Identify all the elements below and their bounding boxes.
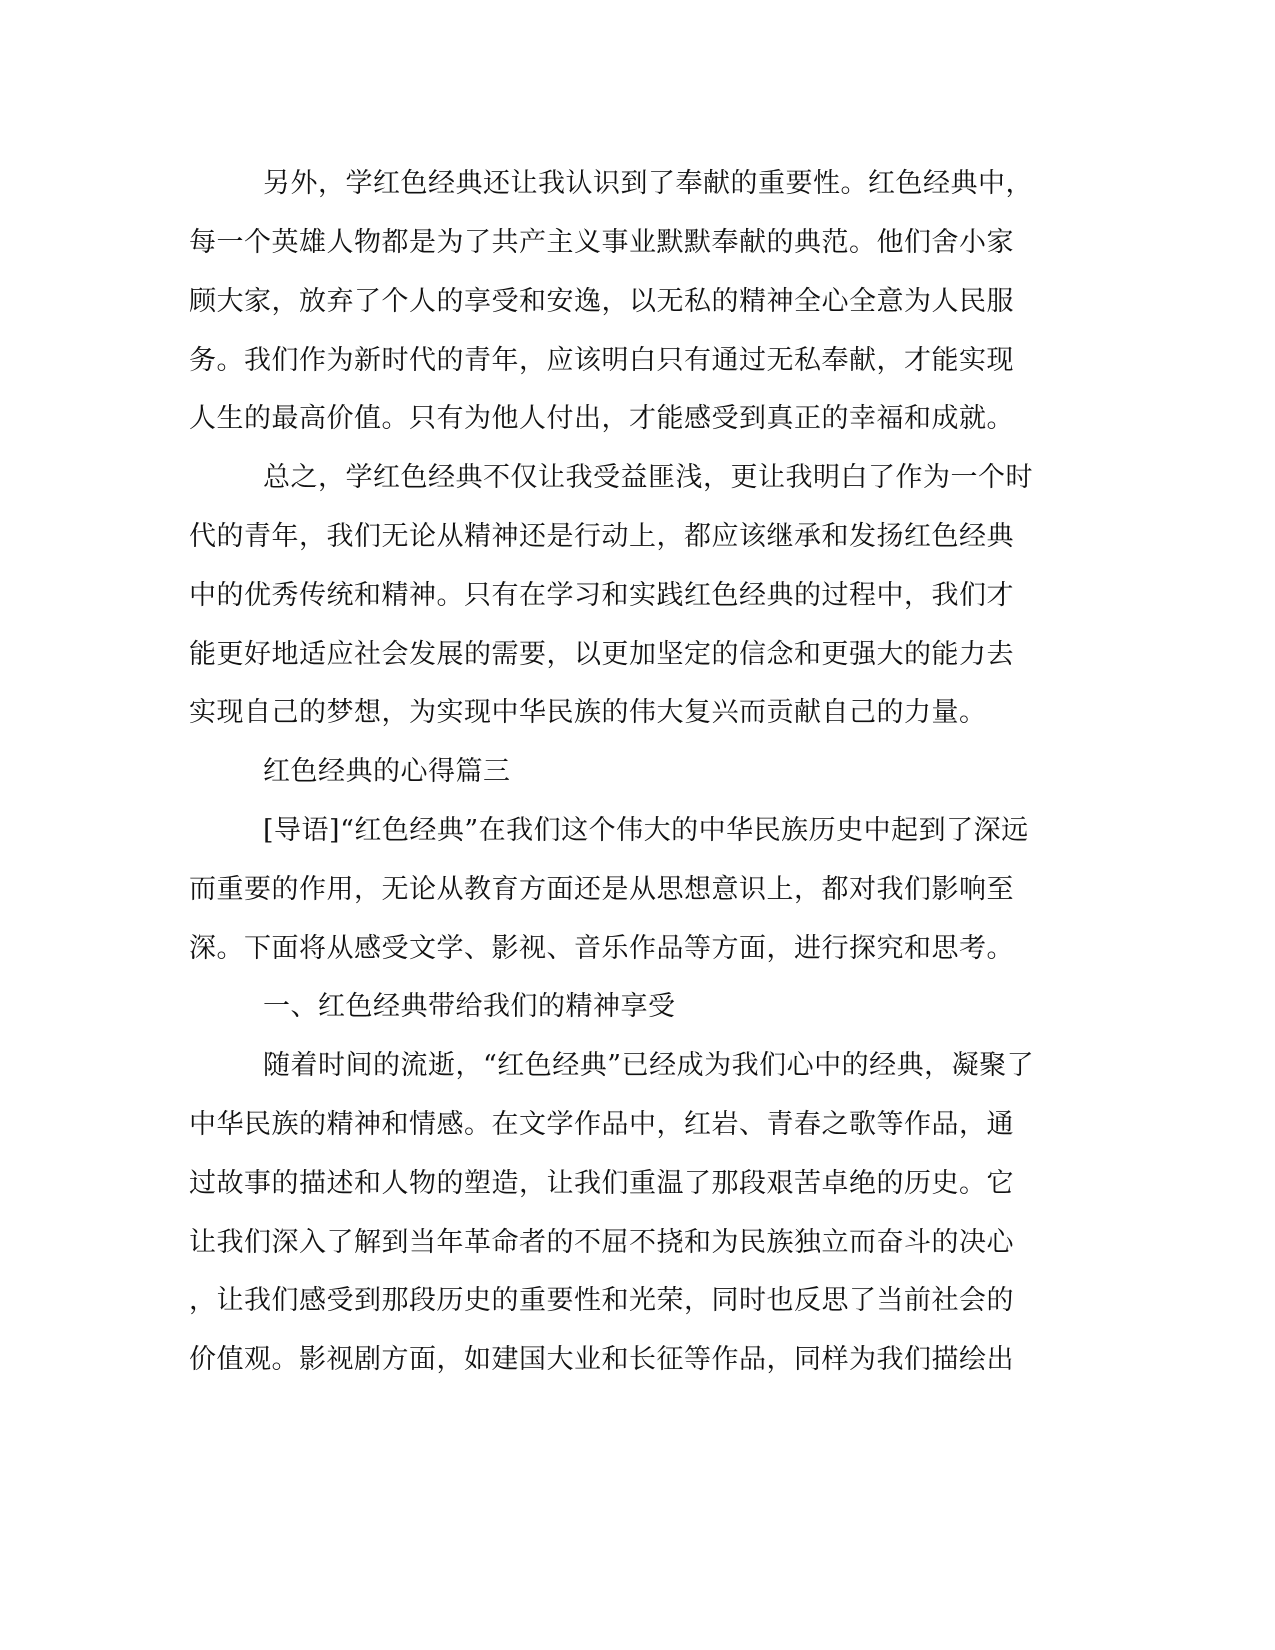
paragraph-line: ，让我们感受到那段历史的重要性和光荣，同时也反思了当前社会的 — [189, 1285, 1014, 1316]
paragraph-line: 而重要的作用，无论从教育方面还是从思想意识上，都对我们影响至 — [189, 874, 1014, 905]
paragraph-line: 价值观。影视剧方面，如建国大业和长征等作品，同样为我们描绘出 — [189, 1344, 1014, 1375]
paragraph-line: 让我们深入了解到当年革命者的不屈不挠和为民族独立而奋斗的决心 — [189, 1227, 1014, 1258]
paragraph-line: 顾大家，放弃了个人的享受和安逸，以无私的精神全心全意为人民服 — [189, 286, 1014, 317]
paragraph-line: 另外，学红色经典还让我认识到了奉献的重要性。红色经典中， — [263, 168, 1033, 199]
paragraph-line: 务。我们作为新时代的青年，应该明白只有通过无私奉献，才能实现 — [189, 345, 1014, 376]
subsection-heading: 一、红色经典带给我们的精神享受 — [263, 991, 676, 1022]
paragraph-line: 随着时间的流逝，“红色经典”已经成为我们心中的经典，凝聚了 — [263, 1050, 1035, 1081]
paragraph-line: 实现自己的梦想，为实现中华民族的伟大复兴而贡献自己的力量。 — [189, 697, 987, 728]
paragraph-line: 人生的最高价值。只有为他人付出，才能感受到真正的幸福和成就。 — [189, 403, 1014, 434]
paragraph-line: 能更好地适应社会发展的需要，以更加坚定的信念和更强大的能力去 — [189, 639, 1014, 670]
paragraph-line: 总之，学红色经典不仅让我受益匪浅，更让我明白了作为一个时 — [263, 462, 1033, 493]
section-heading: 红色经典的心得篇三 — [263, 756, 511, 787]
paragraph-line: 深。下面将从感受文学、影视、音乐作品等方面，进行探究和思考。 — [189, 933, 1014, 964]
paragraph-line: 中的优秀传统和精神。只有在学习和实践红色经典的过程中，我们才 — [189, 580, 1014, 611]
paragraph-line: 每一个英雄人物都是为了共产主义事业默默奉献的典范。他们舍小家 — [189, 227, 1014, 258]
paragraph-line: 过故事的描述和人物的塑造，让我们重温了那段艰苦卓绝的历史。它 — [189, 1168, 1014, 1199]
paragraph-line: 中华民族的精神和情感。在文学作品中，红岩、青春之歌等作品，通 — [189, 1109, 1014, 1140]
paragraph-line: [导语]“红色经典”在我们这个伟大的中华民族历史中起到了深远 — [263, 815, 1029, 846]
paragraph-line: 代的青年，我们无论从精神还是行动上，都应该继承和发扬红色经典 — [189, 521, 1014, 552]
